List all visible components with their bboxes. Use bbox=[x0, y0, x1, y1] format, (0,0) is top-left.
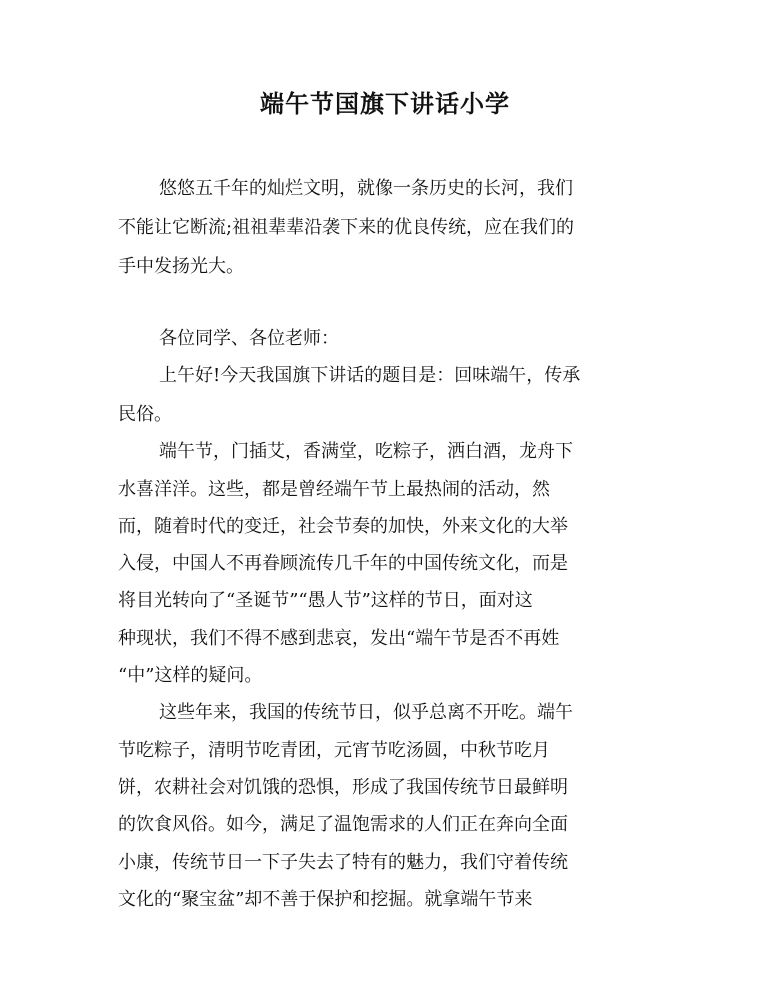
text-line: 不能让它断流;祖祖辈辈沿袭下来的优良传统，应在我们的 bbox=[118, 217, 575, 238]
text-line: “中”这样的疑问。 bbox=[118, 665, 263, 686]
text-line: 文化的“聚宝盆”却不善于保护和挖掘。就拿端午节来 bbox=[118, 889, 533, 910]
text-line: 入侵，中国人不再眷顾流传几千年的中国传统文化，而是 bbox=[118, 553, 568, 574]
text-line: 各位同学、各位老师： bbox=[159, 328, 339, 349]
text-line: 水喜洋洋。这些，都是曾经端午节上最热闹的活动，然 bbox=[118, 479, 550, 500]
text-line: 将目光转向了“圣诞节”“愚人节”这样的节日，面对这 bbox=[118, 590, 533, 611]
text-line: 饼，农耕社会对饥饿的恐惧，形成了我国传统节日最鲜明 bbox=[118, 777, 568, 798]
text-line: 悠悠五千年的灿烂文明，就像一条历史的长河，我们 bbox=[159, 178, 573, 199]
text-line: 小康，传统节日一下子失去了特有的魅力，我们守着传统 bbox=[118, 852, 568, 873]
text-line: 手中发扬光大。 bbox=[118, 256, 244, 277]
text-line: 种现状，我们不得不感到悲哀，发出“端午节是否不再姓 bbox=[118, 628, 560, 649]
text-line: 上午好!今天我国旗下讲话的题目是：回味端午，传承 bbox=[159, 365, 581, 386]
text-line: 端午节，门插艾，香满堂，吃粽子，洒白酒，龙舟下 bbox=[159, 441, 573, 462]
text-line: 这些年来，我国的传统节日，似乎总离不开吃。端午 bbox=[159, 702, 573, 723]
text-line: 节吃粽子，清明节吃青团，元宵节吃汤圆，中秋节吃月 bbox=[118, 740, 550, 761]
document-title: 端午节国旗下讲话小学 bbox=[260, 90, 510, 118]
text-line: 的饮食风俗。如今，满足了温饱需求的人们正在奔向全面 bbox=[118, 814, 568, 835]
text-line: 民俗。 bbox=[118, 404, 172, 425]
text-line: 而，随着时代的变迁，社会节奏的加快，外来文化的大举 bbox=[118, 516, 568, 537]
